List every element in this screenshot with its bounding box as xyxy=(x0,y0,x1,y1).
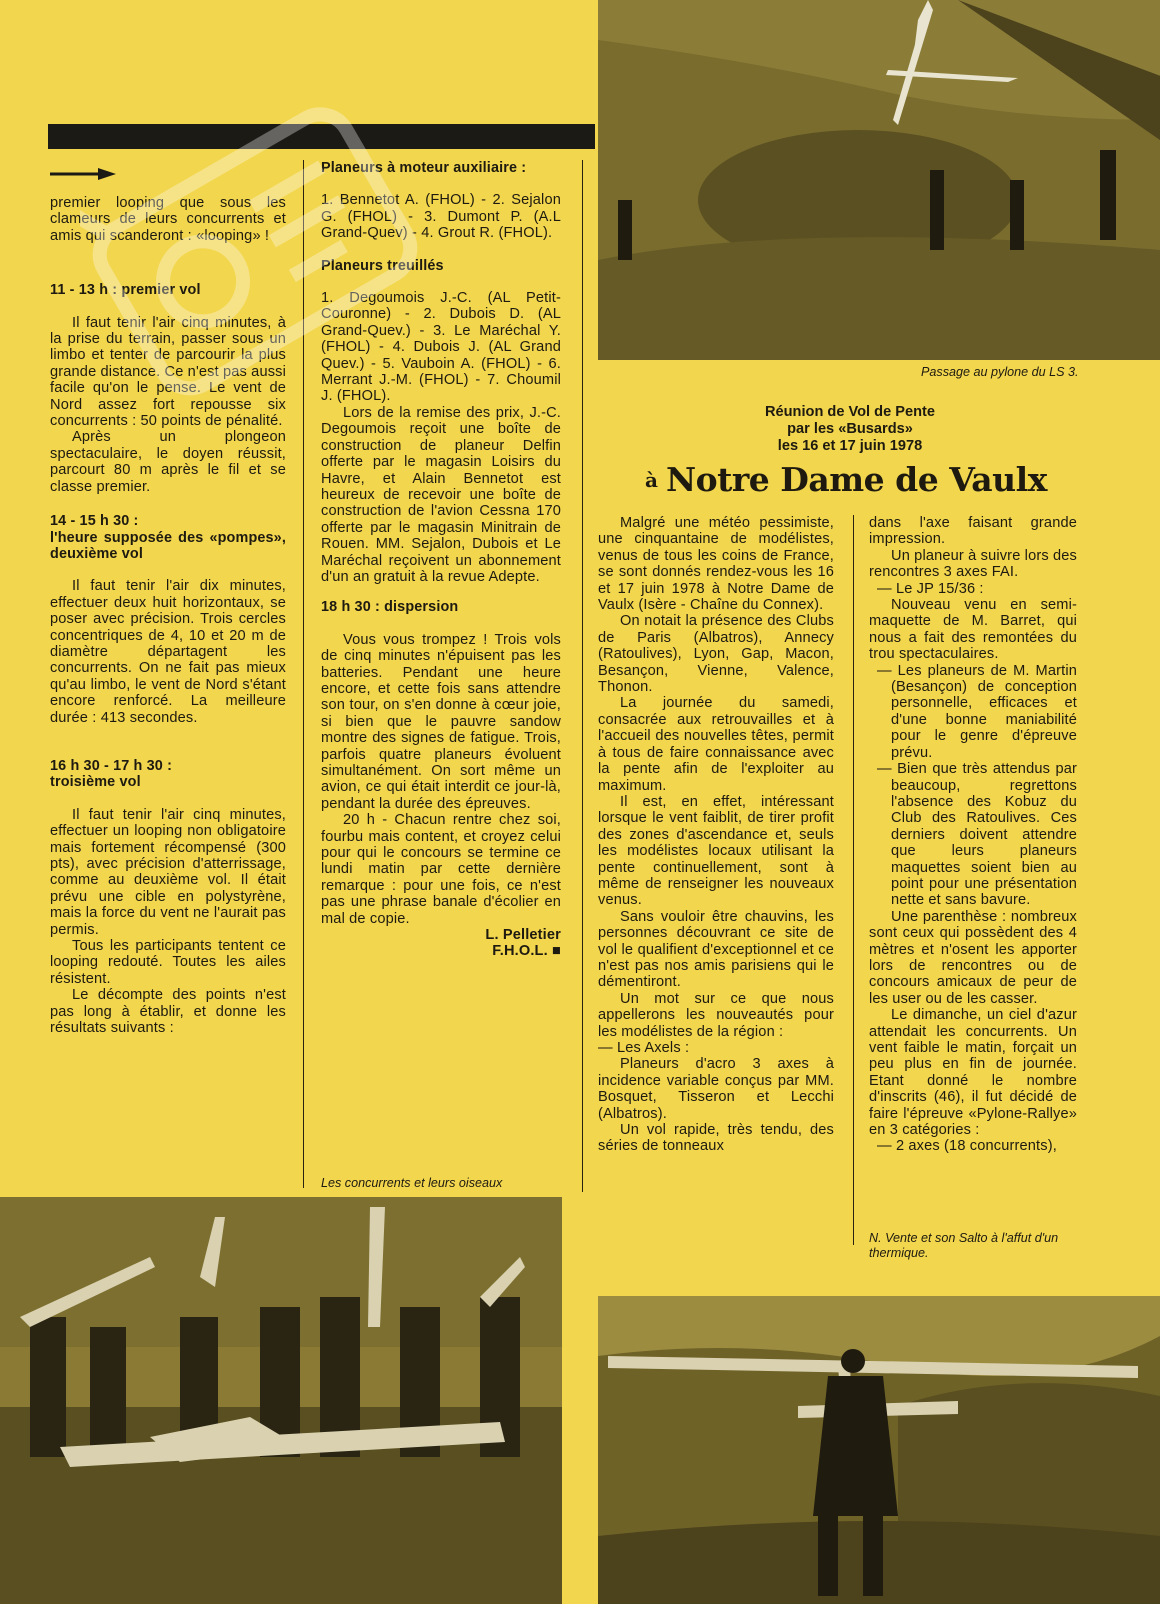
section-heading: 18 h 30 : dispersion xyxy=(321,599,459,616)
event-title xyxy=(645,460,1085,499)
event-line-2: par les «Busards» xyxy=(787,421,913,437)
event-title-text: Notre Dame de Vaulx xyxy=(665,460,1047,499)
photo-glider-pylone xyxy=(598,0,1160,360)
caption-group-photo: Les concurrents et leurs oiseaux xyxy=(321,1176,503,1190)
section-heading: 16 h 30 - 17 h 30 : xyxy=(50,757,173,774)
paragraph: On notait la présence des Clubs de Paris (Albatros), Annecy (Ratoulives), Lyon, Gap, Macon, Besançon, Vienne, Valence, Thonon. xyxy=(598,613,834,696)
paragraph: Un mot sur ce que nous appellerons les nouveautés pour les modélistes de la région : xyxy=(598,990,834,1040)
column-divider xyxy=(582,160,583,1192)
paragraph: Nouveau venu en semi-maquette de M. Barret, qui nous a fait des remontées du trou spectaculaires. xyxy=(869,597,1077,663)
paragraph: Une parenthèse : nombreux sont ceux qui possèdent des 4 mètres et n'osent les apporter lors de rencontres ou de concours amicaux de peur de les user ou de les casser. xyxy=(869,908,1077,1007)
column-divider xyxy=(853,515,854,1245)
paragraph: premier looping que sous les clameurs de leurs concurrents et amis qui scanderont : «looping» ! xyxy=(50,195,286,244)
section-heading: Planeurs treuillés xyxy=(321,257,444,274)
section-heading: l'heure supposée des «pompes», deuxième vol xyxy=(50,529,286,562)
event-line-1: Réunion de Vol de Pente xyxy=(764,404,935,420)
paragraph: Malgré une météo pessimiste, une cinquantaine de modélistes, venus de tous les coins de France, se sont donnés rendez-vous les 16 et 17 juin 1978 à Notre Dame de Vaulx (Isère - Chaîne du Connex). xyxy=(598,515,834,614)
paragraph: Un planeur à suivre lors des rencontres 3 axes FAI. xyxy=(869,547,1077,581)
paragraph: Il faut tenir l'air dix minutes, effectuer deux huit horizontaux, se poser avec précision. Trois cercles concentriques de 4, 10 et 20 m de diamètre départagent les concurrents. On ne fait pas mieux qu'au limbo, le vent de Nord s'étant encore renforcé. La meilleure durée : 413 secondes. xyxy=(50,578,286,726)
section-heading: Planeurs à moteur auxiliaire : xyxy=(321,160,527,176)
bullet-heading: — Les Axels : xyxy=(598,1040,690,1056)
results-list: 1. Degoumois J.-C. (AL Petit-Couronne) - 2. Dubois D. (AL Grand-Quev.) - 3. Le Maréchal Y. (FHOL) - 4. Dubois J. (AL Grand Quev.) - 5. Vauboin A. (FHOL) - 6. Merrant J.-M. (FHOL) - 7. Choumil J. (FHOL). xyxy=(321,290,561,405)
paragraph: Après un plongeon spectaculaire, le doyen réussit, parcourt 80 m après le fil et se classe premier. xyxy=(50,429,286,495)
section-heading: 11 - 13 h : premier vol xyxy=(50,282,201,299)
bullet-item: — Bien que très attendus par beaucoup, regrettons l'absence des Kobuz du Club des Ratoulives. Ces derniers doivent attendre que leurs planeurs maquettes soient bien au point pour une présentation nette et sans bavure. xyxy=(877,761,1077,909)
column-1 xyxy=(50,195,286,1036)
event-line-3: les 16 et 17 juin 1978 xyxy=(777,438,923,454)
bullet-item: — Les planeurs de M. Martin (Besançon) de conception personnelle, efficaces et d'une bonne maniabilité pour le genre d'épreuve prévu. xyxy=(877,662,1077,761)
continuation-arrow-icon xyxy=(50,168,116,180)
paragraph: Le décompte des points n'est pas long à établir, et donne les résultats suivants : xyxy=(50,987,286,1037)
column-divider xyxy=(303,160,304,1188)
bullet-item: — 2 axes (18 concurrents), xyxy=(877,1138,1057,1155)
paragraph: Il faut tenir l'air cinq minutes, à la prise du terrain, passer sous un limbo et tenter de parcourir la plus grande distance. Ce n'est pas aussi facile qu'on le pense. Le vent de Nord assez fort repousse six concurrents : 50 points de pénalité. xyxy=(50,314,286,430)
paragraph: Il faut tenir l'air cinq minutes, effectuer un looping non obligatoire mais fortement récompensé (300 pts), avec précision d'atterrissage, comme au deuxième vol. Il était prévu une cible en polystyrène, mais la force du vent ne l'aurait pas permis. xyxy=(50,806,286,938)
caption-top-photo: Passage au pylone du LS 3. xyxy=(921,365,1079,379)
paragraph: Il est, en effet, intéressant lorsque le vent faiblit, de tirer profit des zones d'ascendance et, seuls les modélistes locaux utilisant la pente continuellement, sont à même de renseigner les nouveaux venus. xyxy=(598,793,834,909)
paragraph: Le dimanche, un ciel d'azur attendait les concurrents. Un vent faible le matin, forçait un peu plus en fin de journée. Etant donné le nombre d'inscrits (46), il fut décidé de faire l'épreuve «Pylone-Rallye» en 3 catégories : xyxy=(869,1007,1077,1139)
paragraph: Tous les participants tentent ce looping redouté. Toutes les ailes résistent. xyxy=(50,938,286,987)
caption-bottom-right-photo: N. Vente et son Salto à l'affut d'un thermique. xyxy=(869,1231,1059,1260)
paragraph: Sans vouloir être chauvins, les personnes découvrant ce site de vol le qualifient d'exceptionnel et ce n'est pas nos amis parisiens qui le démentiront. xyxy=(598,908,834,991)
paragraph: Un vol rapide, très tendu, des séries de tonneaux xyxy=(598,1122,834,1155)
header-bar xyxy=(48,124,595,149)
results-list: 1. Bennetot A. (FHOL) - 2. Sejalon G. (FHOL) - 3. Dumont P. (A.L Grand-Quev) - 4. Grout R. (FHOL). xyxy=(321,192,561,242)
paragraph: Vous vous trompez ! Trois vols de cinq minutes n'épuisent pas les batteries. Pendant une heure encore, et cette fois sans attendre son tour, on s'en donne à cœur joie, si bien que le pauvre sandow montre des signes de fatigue. Trois, parfois quatre planeurs évoluent simultanément. On sort même un avion, ce qui était interdit ce jour-là, pendant la durée des épreuves. xyxy=(321,631,561,812)
column-4 xyxy=(869,515,1077,1155)
paragraph: 20 h - Chacun rentre chez soi, fourbu mais content, et croyez celui pour qui le concours se termine ce lundi matin par cette dernière remarque : pour une fois, ce n'est pas une phrase banale d'écolier en mal de copie. xyxy=(321,812,561,927)
section-heading: troisième vol xyxy=(50,774,141,791)
paragraph: Lors de la remise des prix, J.-C. Degoumois reçoit une boîte de construction de planeur Delfin offerte par le magasin Loisirs du Havre, et Alain Bennetot est heureux de recevoir une boîte de construction de l'avion Cessna 170 offerte par le magasin Minitrain de Rouen. MM. Sejalon, Dubois et Le Maréchal reçoivent un abonnement d'un an gratuit à la revue Adepte. xyxy=(321,404,561,585)
paragraph: La journée du samedi, consacrée aux retrouvailles et à l'accueil des nouvelles têtes, permit à tous de faire connaissance avec la pente afin de l'exploiter au maximum. xyxy=(598,695,834,794)
section-heading: 14 - 15 h 30 : xyxy=(50,513,139,530)
paragraph: Planeurs d'acro 3 axes à incidence variable conçus par MM. Bosquet, Tisseron et Lecchi (Albatros). xyxy=(598,1056,834,1122)
author-club: F.H.O.L. ■ xyxy=(492,943,561,960)
column-3 xyxy=(598,515,834,1155)
photo-pilot-salto xyxy=(598,1296,1160,1604)
column-2 xyxy=(321,160,561,960)
bullet-heading: — Le JP 15/36 : xyxy=(877,580,984,597)
author-name: L. Pelletier xyxy=(485,927,561,944)
event-title-prefix: à xyxy=(645,468,658,492)
photo-group-competitors xyxy=(0,1197,562,1604)
event-intro xyxy=(650,404,1050,455)
paragraph: dans l'axe faisant grande impression. xyxy=(869,515,1077,548)
